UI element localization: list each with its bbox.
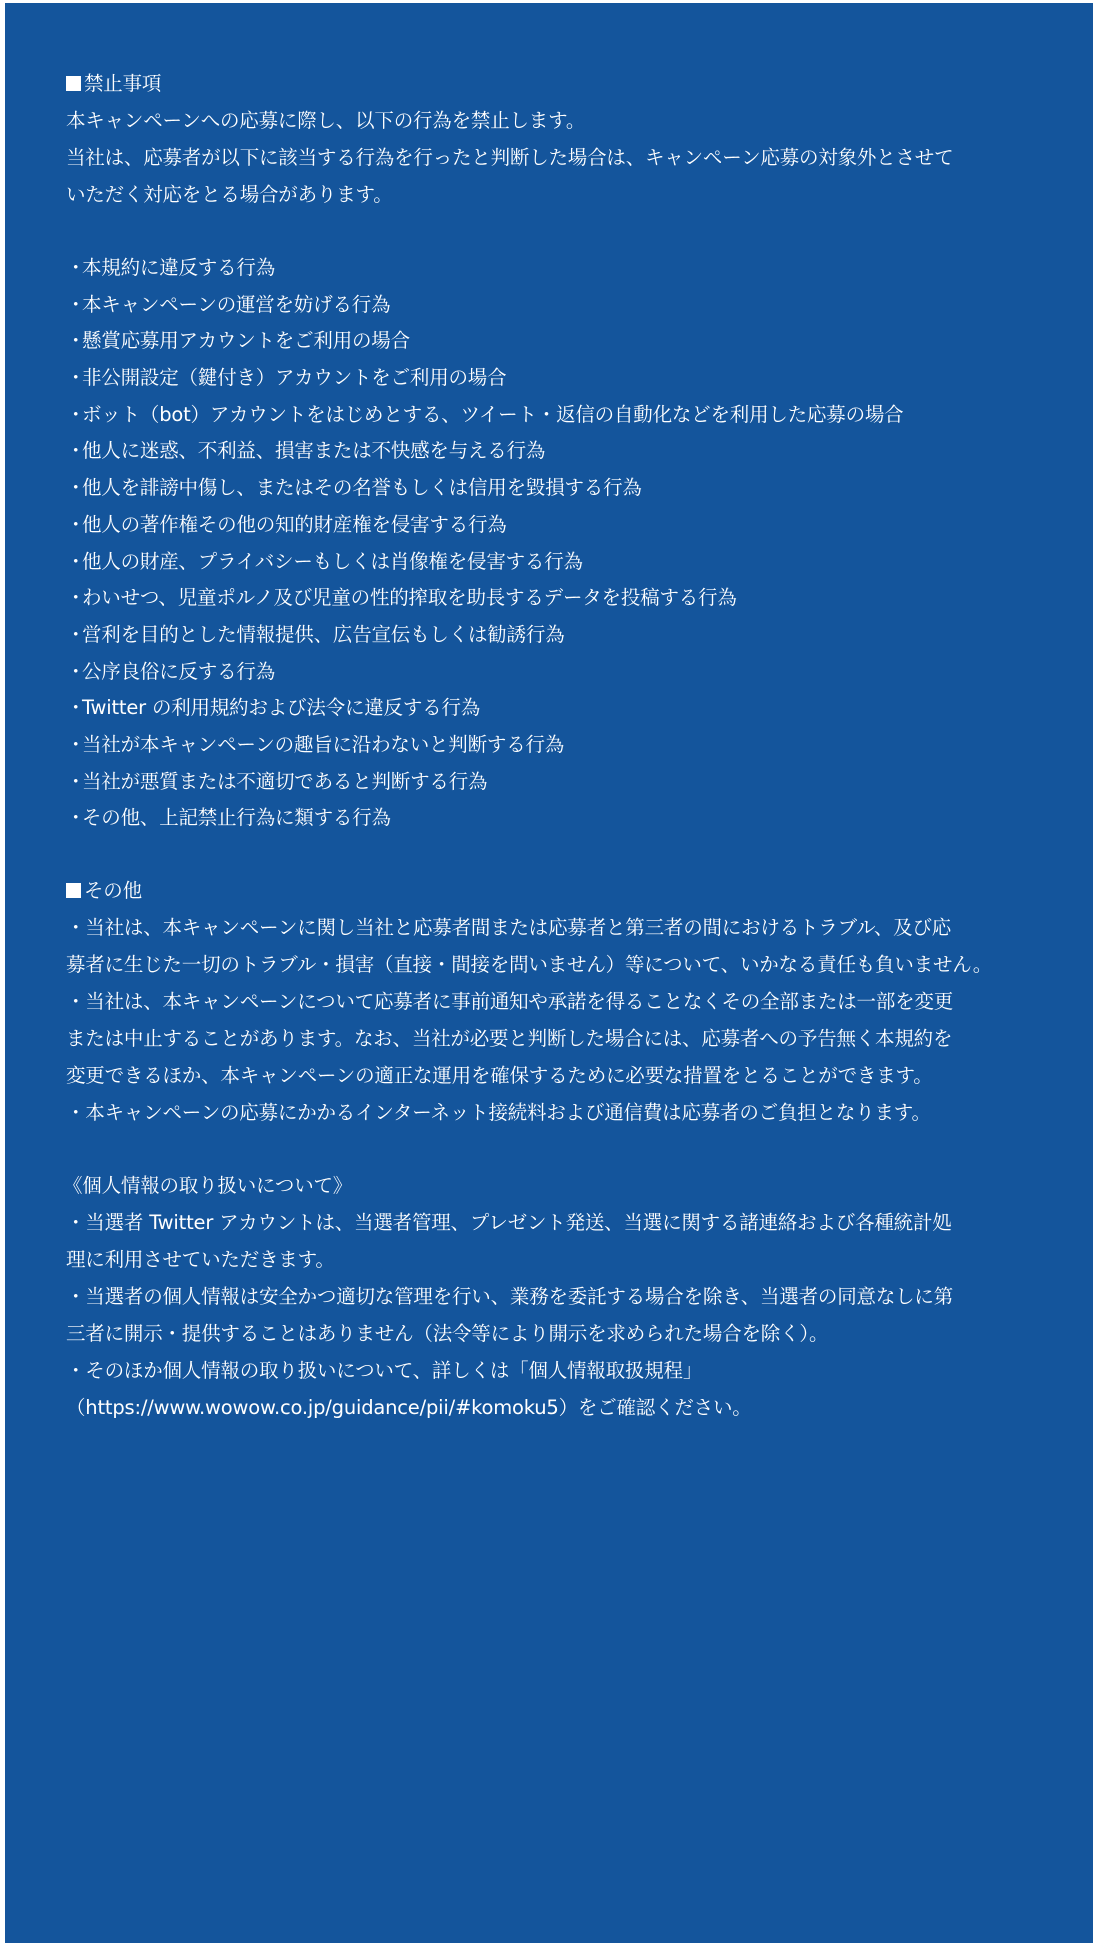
list-item-text: その他、上記禁止行為に類する行為	[82, 806, 391, 830]
terms-panel	[5, 3, 1093, 1943]
spacer	[66, 213, 1033, 249]
list-item-text: 他人を誹謗中傷し、またはその名誉もしくは信用を毀損する行為	[82, 476, 642, 500]
list-item-text: わいせつ、児童ポルノ及び児童の性的搾取を助長するデータを投稿する行為	[82, 586, 737, 610]
prohibited-heading-text: 禁止事項	[84, 72, 162, 95]
list-item: ・本規約に違反する行為	[66, 256, 276, 279]
list-item-text: 非公開設定（鍵付き）アカウントをご利用の場合	[82, 366, 507, 390]
privacy-line-3: ・当選者の個人情報は安全かつ適切な管理を行い、業務を委託する場合を除き、当選者の同意なしに第	[66, 1285, 954, 1308]
list-item-text: 本規約に違反する行為	[82, 256, 276, 279]
list-item: ・他人を誹謗中傷し、またはその名誉もしくは信用を毀損する行為	[66, 476, 642, 500]
other-line-3: ・当社は、本キャンペーンについて応募者に事前通知や承諾を得ることなくその全部または一部を変更	[66, 990, 954, 1013]
prohibited-list	[66, 249, 1033, 836]
prohibited-intro-1: 本キャンペーンへの応募に際し、以下の行為を禁止します。	[66, 109, 586, 132]
list-item: ・非公開設定（鍵付き）アカウントをご利用の場合	[66, 366, 507, 390]
list-item-text: 本キャンペーンの運営を妨げる行為	[82, 292, 391, 316]
other-line-2: 募者に生じた一切のトラブル・損害（直接・間接を問いません）等について、いかなる責任も負いません。	[66, 953, 993, 976]
other-line-5: 変更できるほか、本キャンペーンの適正な運用を確保するために必要な措置をとることができます。	[66, 1064, 933, 1087]
list-item: ・その他、上記禁止行為に類する行為	[66, 806, 391, 830]
list-item: ・懸賞応募用アカウントをご利用の場合	[66, 329, 410, 353]
list-item: ・Twitter の利用規約および法令に違反する行為	[66, 696, 481, 720]
other-line-1: ・当社は、本キャンペーンに関し当社と応募者間または応募者と第三者の間におけるトラブル、及び応	[66, 916, 952, 939]
list-item-text: 当社が本キャンペーンの趣旨に沿わないと判断する行為	[82, 732, 565, 756]
privacy-line-6: （https://www.wowow.co.jp/guidance/pii/#komoku5）をご確認ください。	[66, 1396, 752, 1419]
list-item: ・営利を目的とした情報提供、広告宣伝もしくは勧誘行為	[66, 622, 565, 646]
privacy-line-2: 理に利用させていただきます。	[66, 1248, 335, 1271]
prohibited-intro-2: 当社は、応募者が以下に該当する行為を行ったと判断した場合は、キャンペーン応募の対象外とさせて	[66, 146, 954, 169]
spacer	[66, 836, 1033, 872]
privacy-heading: 《個人情報の取り扱いについて》	[63, 1174, 353, 1197]
list-item: ・ボット（bot）アカウントをはじめとする、ツイート・返信の自動化などを利用した応募の場合	[66, 402, 904, 426]
privacy-line-4: 三者に開示・提供することはありません（法令等により開示を求められた場合を除く）。	[66, 1322, 829, 1345]
list-item: ・他人の財産、プライバシーもしくは肖像権を侵害する行為	[66, 549, 583, 573]
prohibited-heading	[66, 65, 1033, 102]
list-item-text: 他人に迷惑、不利益、損害または不快感を与える行為	[82, 439, 546, 463]
other-heading	[66, 872, 1033, 909]
list-item: ・当社が悪質または不適切であると判断する行為	[66, 769, 488, 793]
square-bullet-icon	[66, 76, 81, 91]
list-item-text: 営利を目的とした情報提供、広告宣伝もしくは勧誘行為	[82, 622, 565, 646]
list-item-text: 他人の財産、プライバシーもしくは肖像権を侵害する行為	[82, 549, 583, 573]
other-line-6: ・本キャンペーンの応募にかかるインターネット接続料および通信費は応募者のご負担となります。	[66, 1101, 931, 1124]
other-line-4: または中止することがあります。なお、当社が必要と判断した場合には、応募者への予告無く本規約を	[66, 1027, 953, 1050]
list-item: ・本キャンペーンの運営を妨げる行為	[66, 292, 391, 316]
privacy-line-1: ・当選者 Twitter アカウントは、当選者管理、プレゼント発送、当選に関する諸連絡および各種統計処	[66, 1211, 952, 1234]
list-item: ・公序良俗に反する行為	[66, 659, 276, 683]
privacy-line-5: ・そのほか個人情報の取り扱いについて、詳しくは「個人情報取扱規程」	[66, 1359, 703, 1382]
list-item-text: ボット（bot）アカウントをはじめとする、ツイート・返信の自動化などを利用した応募の場合	[82, 402, 904, 426]
prohibited-intro-3: いただく対応をとる場合があります。	[66, 183, 393, 206]
spacer	[66, 1131, 1033, 1167]
list-item-text: 当社が悪質または不適切であると判断する行為	[82, 769, 488, 793]
square-bullet-icon	[66, 883, 81, 898]
list-item-text: 懸賞応募用アカウントをご利用の場合	[82, 329, 410, 353]
list-item: ・わいせつ、児童ポルノ及び児童の性的搾取を助長するデータを投稿する行為	[66, 586, 737, 610]
list-item: ・他人の著作権その他の知的財産権を侵害する行為	[66, 512, 507, 536]
list-item-text: 他人の著作権その他の知的財産権を侵害する行為	[82, 512, 507, 536]
list-item: ・当社が本キャンペーンの趣旨に沿わないと判断する行為	[66, 732, 565, 756]
list-item: ・他人に迷惑、不利益、損害または不快感を与える行為	[66, 439, 546, 463]
list-item-text: Twitter の利用規約および法令に違反する行為	[82, 696, 481, 720]
other-heading-text: その他	[84, 879, 142, 902]
list-item-text: 公序良俗に反する行為	[82, 659, 276, 683]
